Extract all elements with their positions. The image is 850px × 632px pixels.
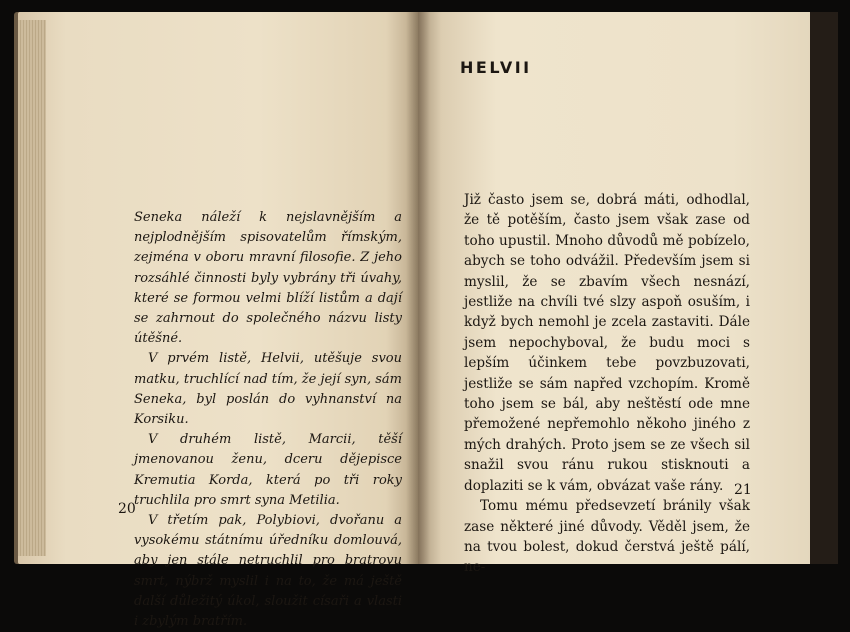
left-paragraph: V druhém listě, Marcii, těší jmenovanou ženu, dceru dějepisce Kremutia Korda, která po tři roky truchlila pro smrt syna Metilia. xyxy=(134,432,402,508)
right-paragraph: Tomu mému předsevzetí bránily však zase některé jiné důvody. Věděl jsem, že na tvou bolest, dokud čerstvá ještě pálí, ne- xyxy=(464,498,750,576)
left-page xyxy=(18,12,418,630)
right-page-number: 21 xyxy=(734,482,752,498)
book-spine xyxy=(406,12,430,564)
left-paragraph: Seneka náleží k nejslavnějším a nejplodnějším spisovatelům římským, zejména v oboru mravní filosofie. Z jeho rozsáhlé činnosti byly vybrány tři úvahy, které se formou velmi blíží listům a dají se zahrnout do společného názvu listy útěšné. xyxy=(134,210,402,347)
book-cover-edge xyxy=(810,12,838,564)
open-book xyxy=(14,12,838,630)
chapter-heading: HELVII xyxy=(460,58,532,77)
left-page-number: 20 xyxy=(118,501,136,517)
right-paragraph: Již často jsem se, dobrá máti, odhodlal, že tě potěším, často jsem však zase od toho upustil. Mnoho důvodů mě pobízelo, abych se toho odvážil. Především jsem si myslil, že se zbavím všech nesnází, jestliže na chvíli tvé slzy aspoň osuším, i když bych nemohl je zcela zastaviti. Dále jsem nepochyboval, že budu moci s lepším účinkem tebe povzbuzovati, jestliže se sám napřed vzchopím. Kromě toho jsem se bál, aby neštěstí ode mne přemožené nepřemohlo někoho jiného z mých drahých. Proto jsem se ze všech sil snažil svou ránu rukou stisknouti a doplaziti se k vám, obvázat vaše rány. xyxy=(464,192,750,494)
page-edges xyxy=(18,20,46,556)
left-paragraph: V třetím pak, Polybiovi, dvořanu a vysokému státnímu úředníku domlouvá, aby jen stále netruchlil pro bratrovu smrt, nýbrž myslil i na to, že má ještě další důležitý úkol, sloužit císaři a vlasti i zbylým bratřím. xyxy=(134,513,402,630)
right-page-text xyxy=(464,190,750,578)
left-paragraph: V prvém listě, Helvii, utěšuje svou matku, truchlící nad tím, že její syn, sám Seneka, byl poslán do vyhnanství na Korsiku. xyxy=(134,351,402,428)
right-page xyxy=(418,12,810,576)
left-page-text xyxy=(134,208,402,632)
